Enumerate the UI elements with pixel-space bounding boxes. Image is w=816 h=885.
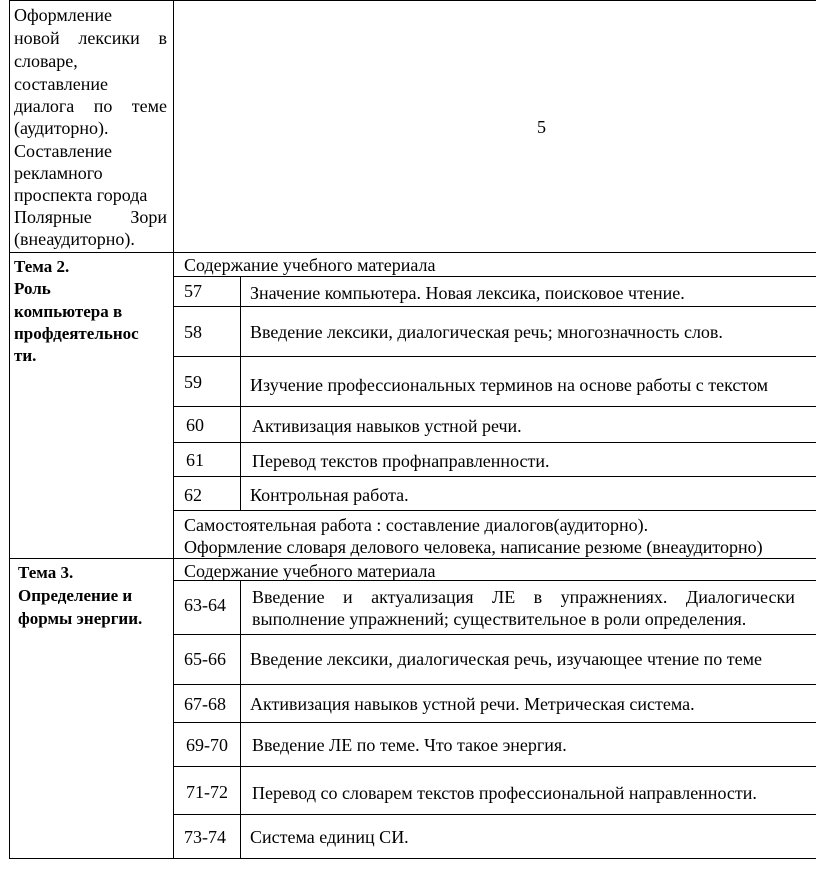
task-description-line: диалога по теме [14,96,167,116]
column-divider [173,0,174,858]
number-column-divider [240,276,241,510]
lesson-number: 58 [184,322,202,342]
lesson-text: Активизация навыков устной речи. Метрическая система. [250,694,695,714]
task-description-line: новой лексики в [14,28,167,48]
row-divider [173,814,816,815]
lesson-text: Значение компьютера. Новая лексика, поисковое чтение. [250,283,685,303]
row-divider [173,406,816,407]
topic-title-line: компьютера в [14,302,123,321]
lesson-text: Активизация навыков устной речи. [252,416,522,436]
task-description-line: словаре, [14,51,78,71]
row-divider [173,306,816,307]
topic-title-line: профдеятельнос [14,324,139,343]
lesson-text: Введение и актуализация ЛЕ в упражнениях. Диалогически [252,587,795,607]
row-divider [173,442,816,443]
task-description-line: (внеаудиторно). [14,229,135,249]
row-divider [173,722,816,723]
task-description-line: составление [14,74,108,94]
lesson-number: 61 [186,450,204,470]
lesson-text: Система единиц СИ. [250,827,409,847]
row-divider [173,766,816,767]
lesson-number: 65-66 [184,649,226,669]
lesson-text: Изучение профессиональных терминов на основе работы с текстом [250,375,769,395]
lesson-number: 69-70 [186,735,228,755]
row-divider [173,276,816,277]
lesson-number: 62 [184,485,202,505]
task-description-line: проспекта города [14,185,148,205]
row-divider [173,476,816,477]
topic-title-line: Определение и [18,586,133,605]
lesson-number: 71-72 [186,782,228,802]
task-description-line: Оформление [14,5,113,25]
task-description-line: рекламного [14,163,103,183]
table-border-top [9,0,816,1]
task-description-line: (аудиторно). [14,118,109,138]
row-divider [173,684,816,685]
lesson-number: 57 [184,281,202,301]
content-header: Содержание учебного материала [184,561,436,581]
lesson-text: Введение ЛЕ по теме. Что такое энергия. [252,735,567,755]
row-divider [173,356,816,357]
lesson-text: Перевод текстов профнаправленности. [252,451,550,471]
lesson-text: Перевод со словарем текстов профессиональной направленности. [252,783,757,803]
lesson-number: 67-68 [184,694,226,714]
topic-title-line: Тема 3. [18,563,74,582]
topic-title-line: Роль [14,279,51,298]
lesson-text: Контрольная работа. [250,485,409,505]
independent-work-line: Оформление словаря делового человека, написание резюме (внеаудиторно) [184,537,763,557]
table-border-left [9,0,10,858]
row-divider [173,634,816,635]
row-divider [9,558,816,559]
topic-title-line: ти. [14,346,37,365]
lesson-text: выполнение упражнений; существительное в роли определения. [252,609,747,629]
lesson-number: 60 [186,415,204,435]
lesson-text: Введение лексики, диалогическая речь, изучающее чтение по теме [250,649,763,669]
task-description-line: Составление [14,141,113,161]
topic-title-line: Тема 2. [14,257,70,276]
lesson-number: 63-64 [184,595,226,615]
independent-work-line: Самостоятельная работа : составление диалогов(аудиторно). [184,515,649,535]
lesson-number: 59 [184,372,202,392]
topic-title-line: формы энергии. [18,609,143,628]
number-column-divider [240,580,241,858]
table-border-bottom [9,858,816,859]
row-divider [9,252,816,253]
lesson-number: 73-74 [184,827,226,847]
row-divider [173,510,816,511]
content-header: Содержание учебного материала [184,255,436,275]
task-description-line: Полярные Зори [14,207,167,227]
hours-value: 5 [537,117,546,137]
lesson-text: Введение лексики, диалогическая речь; многозначность слов. [250,322,723,342]
